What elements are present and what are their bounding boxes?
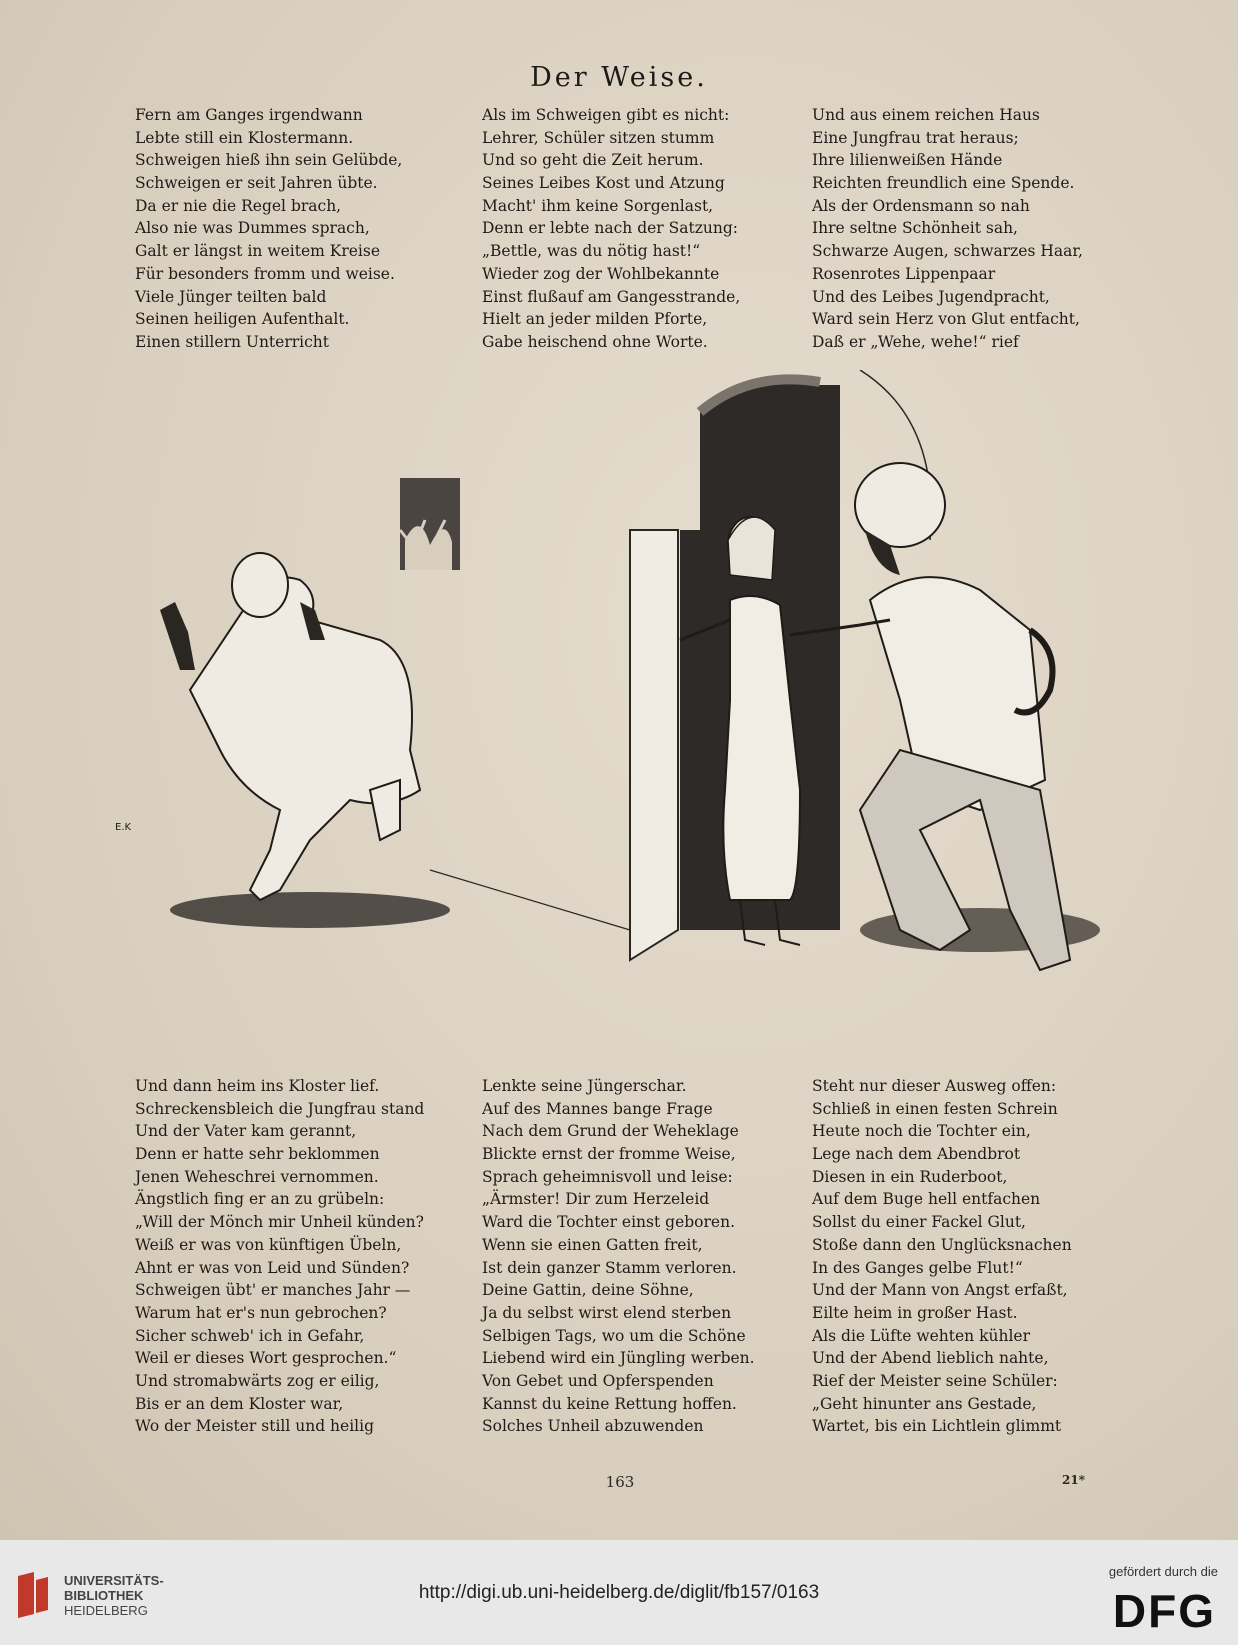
funded-by-label: gefördert durch die: [1108, 1564, 1218, 1579]
artist-signature: E.K: [115, 822, 132, 833]
poem-line: Macht' ihm keine Sorgenlast,: [482, 196, 714, 215]
library-line-2: BIBLIOTHEK: [64, 1588, 144, 1603]
printer-signature-mark: 21*: [1062, 1473, 1085, 1487]
poem-line: Galt er längst in weitem Kreise: [135, 242, 380, 261]
poem-line: Fern am Ganges irgendwann: [135, 106, 363, 124]
poem-line: Als im Schweigen gibt es nicht:: [482, 106, 730, 124]
bottom-column-3: [812, 1075, 1072, 1438]
poem-line: Ward sein Herz von Glut entfacht,: [812, 310, 1080, 329]
poem-line: Einst flußauf am Gangesstrande,: [482, 287, 741, 306]
poem-line: Als der Ordensmann so nah: [812, 196, 1030, 215]
window-plant-image: [400, 478, 460, 570]
poem-line: Viele Jünger teilten bald: [135, 287, 327, 306]
poem-line: Schweigen übt' er manches Jahr —: [135, 1281, 411, 1300]
poem-line: Als die Lüfte wehten kühler: [812, 1326, 1030, 1345]
permalink-url[interactable]: http://digi.ub.uni-heidelberg.de/diglit/fb157/0163: [418, 1582, 820, 1603]
poem-line: Deine Gattin, deine Söhne,: [482, 1281, 694, 1300]
library-line-1: UNIVERSITÄTS-: [64, 1573, 164, 1588]
poem-line: Wenn sie einen Gatten freit,: [482, 1235, 703, 1254]
viewer-footer: [0, 1540, 1238, 1645]
poem-title: Der Weise.: [530, 62, 708, 93]
fleeing-monk-figure: [160, 553, 450, 928]
poem-line: „Bettle, was du nötig hast!“: [482, 242, 701, 261]
poem-line: Gabe heischend ohne Worte.: [482, 332, 708, 351]
poem-line: Blickte ernst der fromme Weise,: [482, 1145, 736, 1164]
poem-line: Solches Unheil abzuwenden: [482, 1417, 704, 1436]
page-number: 163: [605, 1473, 635, 1491]
poem-line: Also nie was Dummes sprach,: [135, 219, 370, 238]
poem-line: Und stromabwärts zog er eilig,: [135, 1371, 380, 1390]
poem-line: Und aus einem reichen Haus: [812, 106, 1040, 124]
poem-line: Denn er lebte nach der Satzung:: [482, 219, 738, 238]
poem-line: Lenkte seine Jüngerschar.: [482, 1077, 687, 1095]
top-column-3: [812, 104, 1083, 354]
poem-line: Auf des Mannes bange Frage: [482, 1099, 713, 1118]
poem-line: Lehrer, Schüler sitzen stumm: [482, 128, 715, 147]
poem-line: Sprach geheimnisvoll und leise:: [482, 1167, 733, 1186]
poem-line: Wartet, bis ein Lichtlein glimmt: [812, 1417, 1062, 1436]
poem-line: Ihre lilienweißen Hände: [812, 151, 1003, 170]
poem-line: Seinen heiligen Aufenthalt.: [135, 310, 350, 329]
poem-line: Schweigen er seit Jahren übte.: [135, 174, 378, 193]
poem-line: Und der Vater kam gerannt,: [135, 1122, 357, 1141]
poem-line: Eine Jungfrau trat heraus;: [812, 128, 1019, 147]
poem-line: Warum hat er's nun gebrochen?: [135, 1303, 387, 1322]
ground-line: [430, 870, 630, 930]
poem-line: Einen stillern Unterricht: [135, 332, 329, 351]
poem-line: Sicher schweb' ich in Gefahr,: [135, 1326, 365, 1345]
poem-line: Ja du selbst wirst elend sterben: [482, 1303, 732, 1322]
poem-line: Wieder zog der Wohlbekannte: [482, 264, 720, 283]
library-line-3: HEIDELBERG: [64, 1603, 148, 1618]
poem-line: Kannst du keine Rettung hoffen.: [482, 1394, 737, 1413]
poem-line: Ist dein ganzer Stamm verloren.: [482, 1258, 737, 1277]
poem-line: Schwarze Augen, schwarzes Haar,: [812, 242, 1083, 261]
poem-line: Diesen in ein Ruderboot,: [812, 1167, 1008, 1186]
poem-line: Und der Abend lieblich nahte,: [812, 1349, 1049, 1368]
poem-line: Lebte still ein Klostermann.: [135, 128, 354, 147]
poem-line: Steht nur dieser Ausweg offen:: [812, 1077, 1057, 1095]
poem-line: Von Gebet und Opferspenden: [482, 1371, 714, 1390]
poem-line: Und so geht die Zeit herum.: [482, 151, 704, 170]
poem-line: Nach dem Grund der Weheklage: [482, 1122, 739, 1141]
poem-line: Auf dem Buge hell entfachen: [812, 1190, 1041, 1209]
poem-line: Lege nach dem Abendbrot: [812, 1145, 1021, 1164]
poem-line: Seines Leibes Kost und Atzung: [482, 174, 725, 193]
poem-line: Sollst du einer Fackel Glut,: [812, 1213, 1026, 1232]
dfg-logo[interactable]: DFG: [1112, 1585, 1216, 1637]
poem-line: Und des Leibes Jugendpracht,: [812, 287, 1050, 306]
poem-line: Schreckensbleich die Jungfrau stand: [135, 1099, 425, 1118]
poem-line: Ihre seltne Schönheit sah,: [812, 219, 1018, 238]
poem-line: „Will der Mönch mir Unheil künden?: [135, 1213, 424, 1232]
poem-line: Schweigen hieß ihn sein Gelübde,: [135, 151, 403, 170]
poem-line: Selbigen Tags, wo um die Schöne: [482, 1326, 746, 1345]
poem-line: „Geht hinunter ans Gestade,: [812, 1394, 1037, 1413]
poem-line: Stoße dann den Unglücksnachen: [812, 1235, 1072, 1254]
poem-line: Weil er dieses Wort gesprochen.“: [135, 1349, 397, 1368]
poem-line: Jenen Weheschrei vernommen.: [135, 1167, 379, 1186]
top-column-2: [482, 104, 740, 354]
poem-line: Reichten freundlich eine Spende.: [812, 174, 1075, 193]
poem-line: Eilte heim in großer Hast.: [812, 1303, 1018, 1322]
bottom-column-2: [482, 1075, 755, 1438]
poem-line: Daß er „Wehe, wehe!“ rief: [812, 332, 1019, 351]
poem-line: Schließ in einen festen Schrein: [812, 1099, 1058, 1118]
poem-line: Heute noch die Tochter ein,: [812, 1122, 1031, 1141]
poem-line: Für besonders fromm und weise.: [135, 264, 395, 283]
poem-line: „Ärmster! Dir zum Herzeleid: [482, 1190, 710, 1209]
poem-line: In des Ganges gelbe Flut!“: [812, 1258, 1023, 1277]
poem-line: Liebend wird ein Jüngling werben.: [482, 1349, 755, 1368]
poem-line: Da er nie die Regel brach,: [135, 196, 342, 215]
poem-line: Wo der Meister still und heilig: [135, 1417, 375, 1436]
poem-line: Ward die Tochter einst geboren.: [482, 1213, 735, 1232]
bottom-column-1: [135, 1075, 424, 1438]
poem-line: Denn er hatte sehr beklommen: [135, 1145, 380, 1164]
poem-line: Rosenrotes Lippenpaar: [812, 264, 996, 283]
poem-line: Ahnt er was von Leid und Sünden?: [135, 1258, 410, 1277]
poem-line: Bis er an dem Kloster war,: [135, 1394, 344, 1413]
poem-line: Ängstlich fing er an zu grübeln:: [135, 1190, 385, 1209]
poem-line: Und dann heim ins Kloster lief.: [135, 1077, 380, 1095]
poem-line: Weiß er was von künftigen Übeln,: [135, 1235, 402, 1254]
poem-line: Und der Mann von Angst erfaßt,: [812, 1281, 1068, 1300]
top-column-1: [135, 104, 402, 354]
illustration: [100, 370, 1140, 1070]
poem-line: Rief der Meister seine Schüler:: [812, 1371, 1058, 1390]
poem-line: Hielt an jeder milden Pforte,: [482, 310, 708, 329]
